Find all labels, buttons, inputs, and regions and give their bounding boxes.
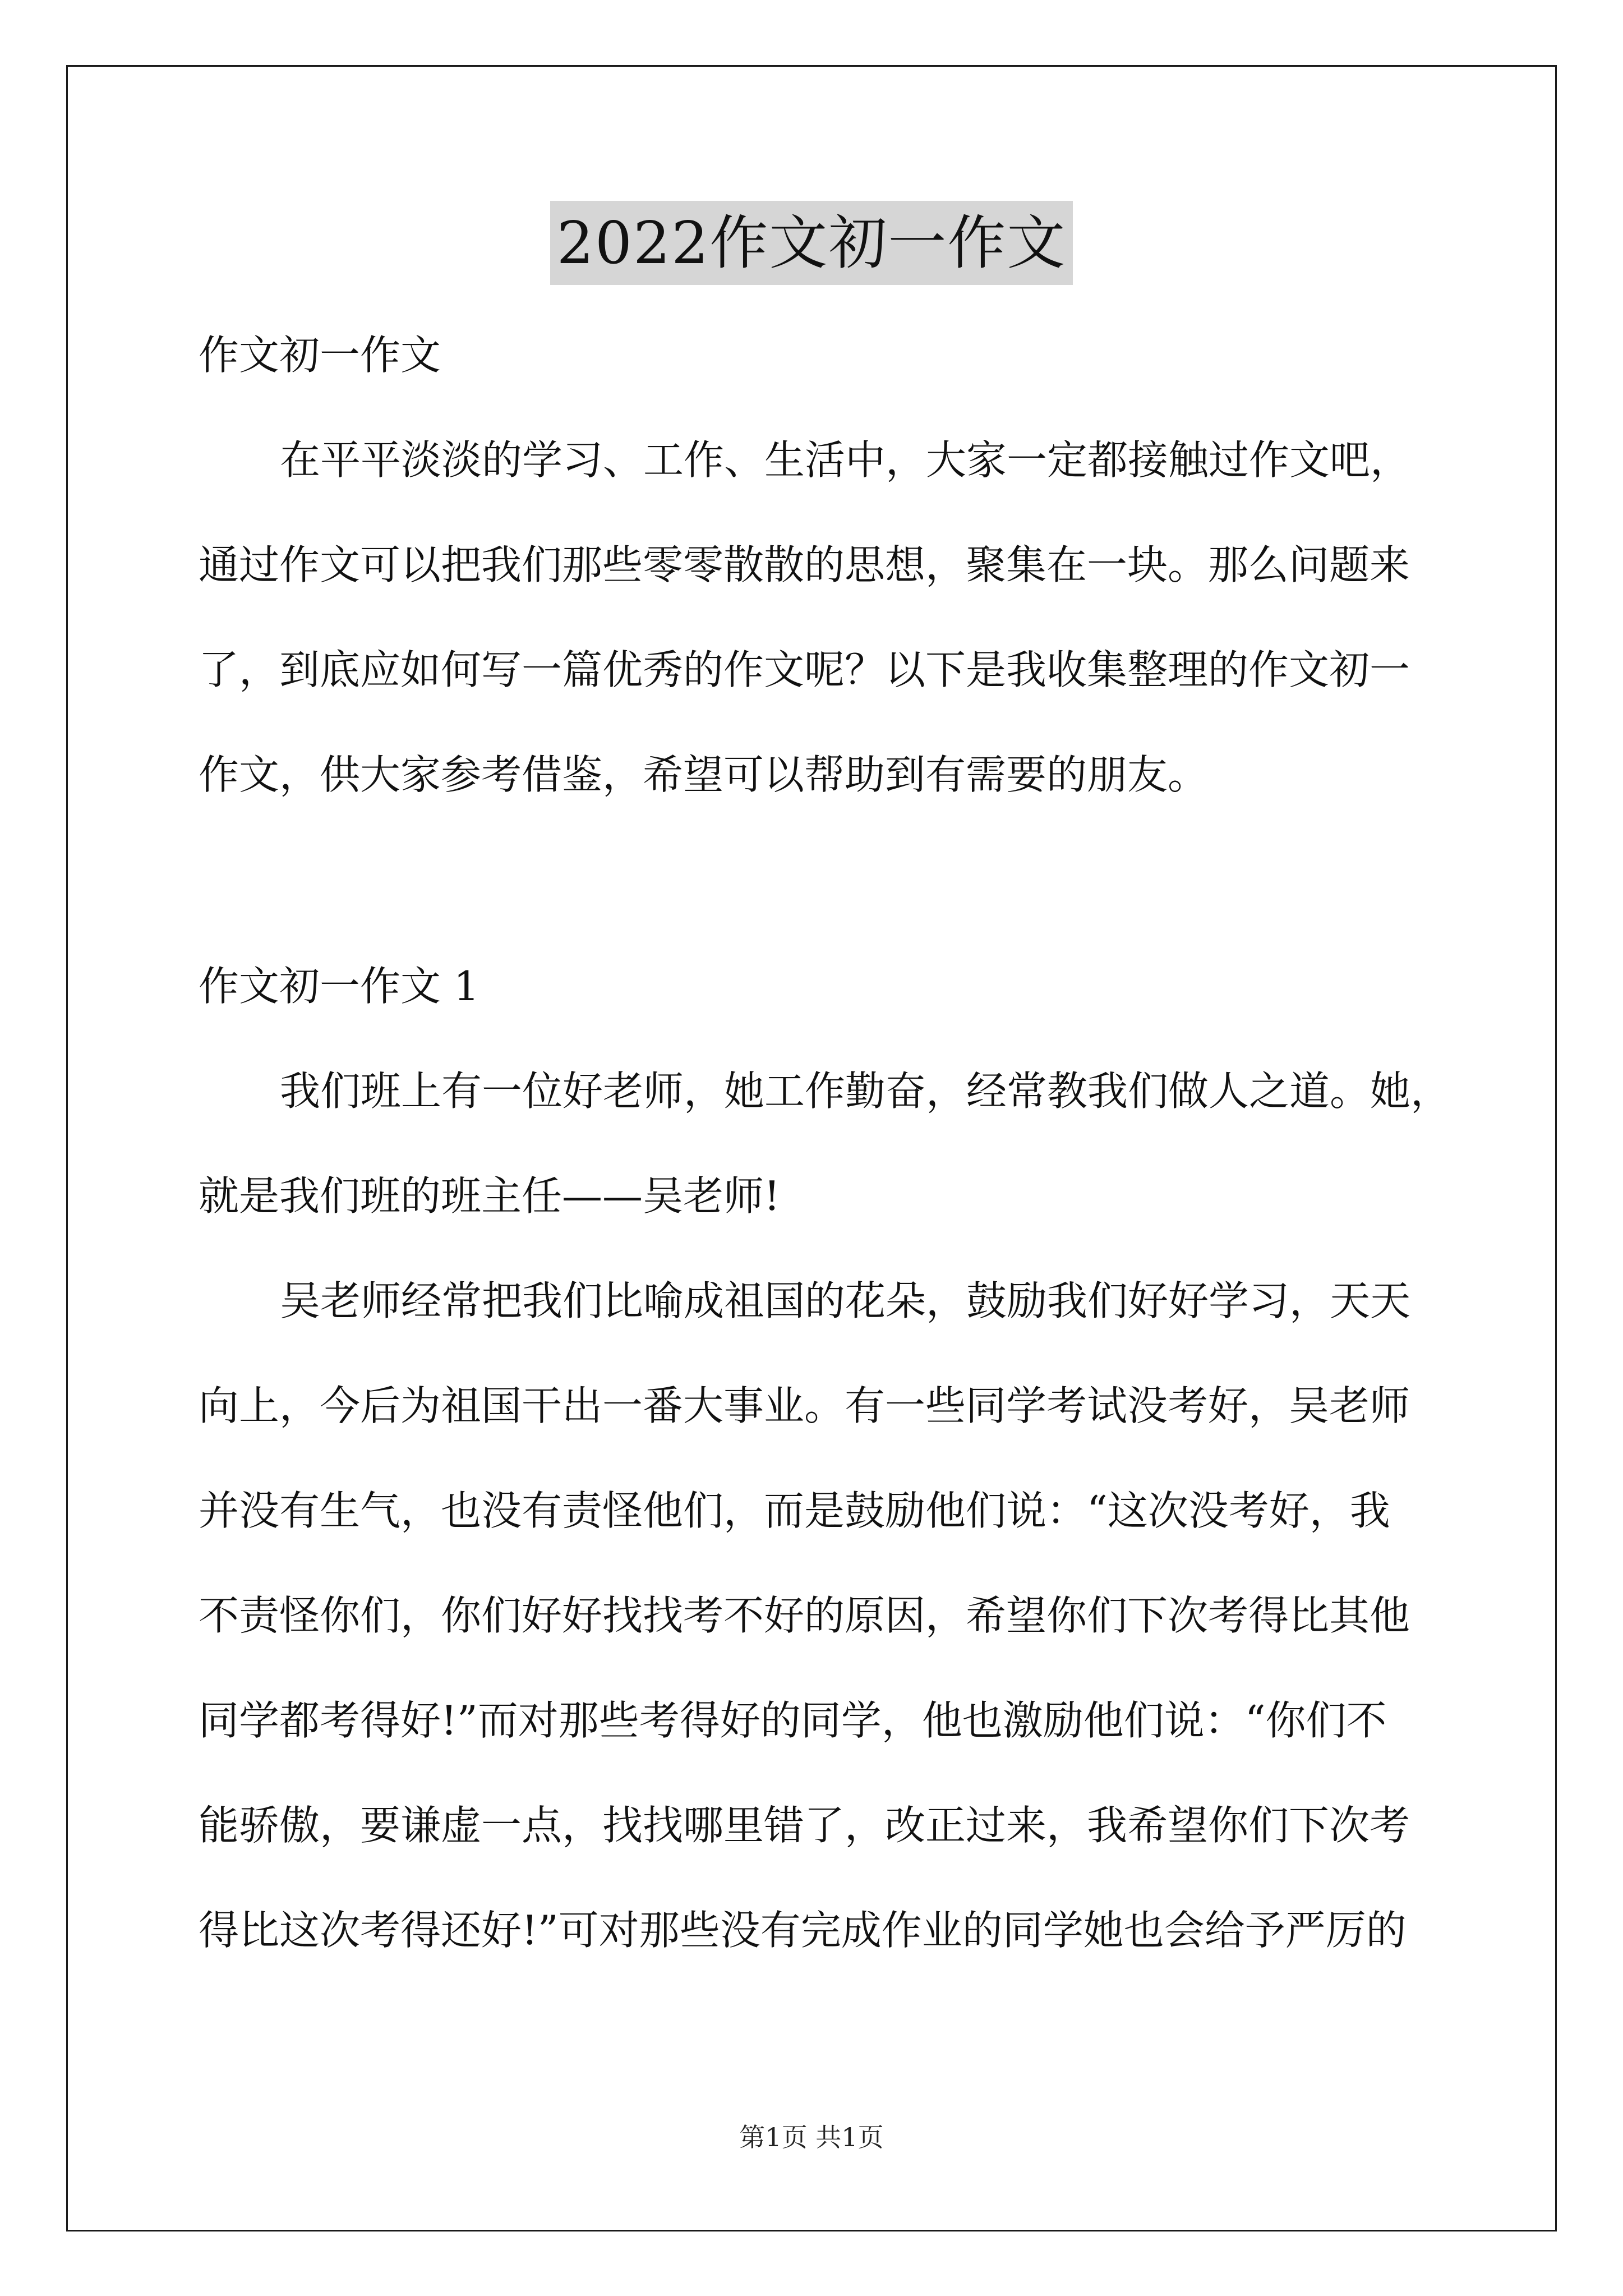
intro-heading: 作文初一作文 <box>199 332 441 379</box>
section-heading: 作文初一作文 1 <box>199 963 479 1010</box>
paragraph-2 <box>199 1249 1432 1983</box>
paragraph-line: 同学都考得好!”而对那些考得好的同学，他也激励他们说：“你们不 <box>199 1697 1387 1744</box>
paragraph-line: 了，到底应如何写一篇优秀的作文呢？以下是我收集整理的作文初一 <box>199 646 1410 693</box>
paragraph-line: 我们班上有一位好老师，她工作勤奋，经常教我们做人之道。她， <box>280 1068 1451 1115</box>
paragraph-line: 在平平淡淡的学习、工作、生活中，大家一定都接触过作文吧， <box>280 436 1411 484</box>
intro-paragraph <box>199 408 1432 827</box>
paragraph-line: 作文，供大家参考借鉴，希望可以帮助到有需要的朋友。 <box>199 751 1209 798</box>
document-title: 2022作文初一作文 <box>550 201 1073 285</box>
paragraph-line: 不责怪你们，你们好好找找考不好的原因，希望你们下次考得比其他 <box>199 1592 1410 1639</box>
paragraph-1 <box>199 1039 1451 1249</box>
document-body <box>199 303 1451 1983</box>
paragraph-line: 向上，今后为祖国干出一番大事业。有一些同学考试没考好，吴老师 <box>199 1382 1410 1429</box>
paragraph-line: 通过作文可以把我们那些零零散散的思想，聚集在一块。那么问题来 <box>199 541 1410 588</box>
paragraph-line: 能骄傲，要谦虚一点，找找哪里错了，改正过来，我希望你们下次考 <box>199 1802 1410 1849</box>
paragraph-line: 得比这次考得还好!”可对那些没有完成作业的同学她也会给予严厉的 <box>199 1907 1407 1954</box>
paragraph-line: 吴老师经常把我们比喻成祖国的花朵，鼓励我们好好学习，天天 <box>280 1277 1411 1324</box>
section-gap <box>199 827 1432 934</box>
title-wrapper <box>0 201 1623 285</box>
page-number: 第1页 共1页 <box>739 2122 884 2152</box>
paragraph-line: 并没有生气，也没有责怪他们，而是鼓励他们说：“这次没考好，我 <box>199 1487 1390 1534</box>
page-footer <box>0 2120 1623 2154</box>
paragraph-line: 就是我们班的班主任——吴老师! <box>199 1172 780 1220</box>
